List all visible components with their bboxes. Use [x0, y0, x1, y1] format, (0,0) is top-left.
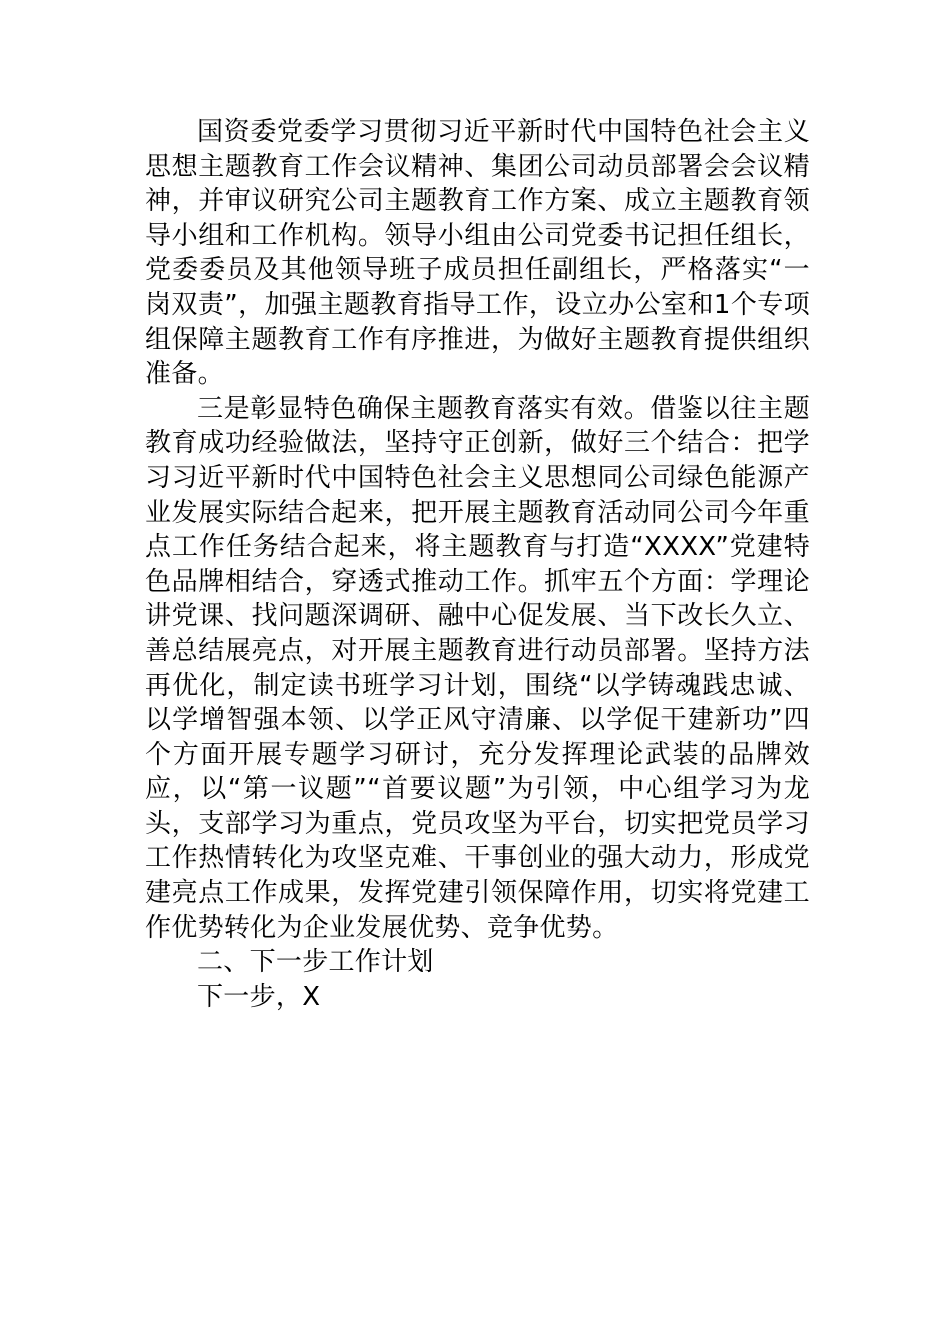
paragraph-next-step: 下一步，X — [197, 981, 321, 1012]
paragraph-organization-setup: 国资委党委学习贯彻习近平新时代中国特色社会主义思想主题教育工作会议精神、集团公司动员部署会会议精神，并审议研究公司主题教育工作方案、成立主题教育领导小组和工作机构。领导小组由公司党委书记担任组长，党委委员及其他领导班子成员担任副组长，严格落实“一岗双责”，加强主题教育指导工作，设立办公室和1个专项组保障主题教育工作有序推进，为做好主题教育提供组织准备。 — [145, 117, 810, 390]
paragraph-highlight-features: 三是彰显特色确保主题教育落实有效。借鉴以往主题教育成功经验做法，坚持守正创新，做好三个结合：把学习习近平新时代中国特色社会主义思想同公司绿色能源产业发展实际结合起来，把开展主题教育活动同公司今年重点工作任务结合起来，将主题教育与打造“XXXX”党建特色品牌相结合，穿透式推动工作。抓牢五个方面：学理论讲党课、找问题深调研、融中心促发展、当下改长久立、善总结展亮点，对开展主题教育进行动员部署。坚持方法再优化，制定读书班学习计划，围绕“以学铸魂践忠诚、以学增智强本领、以学正风守清廉、以学促干建新功”四个方面开展专题学习研讨，充分发挥理论武装的品牌效应，以“第一议题”“首要议题”为引领，中心组学习为龙头，支部学习为重点，党员攻坚为平台，切实把党员学习工作热情转化为攻坚克难、干事创业的强大动力，形成党建亮点工作成果，发挥党建引领保障作用，切实将党建工作优势转化为企业发展优势、竞争优势。 — [145, 393, 810, 943]
document-body — [145, 115, 810, 1014]
section-heading-next-steps: 二、下一步工作计划 — [197, 947, 434, 978]
